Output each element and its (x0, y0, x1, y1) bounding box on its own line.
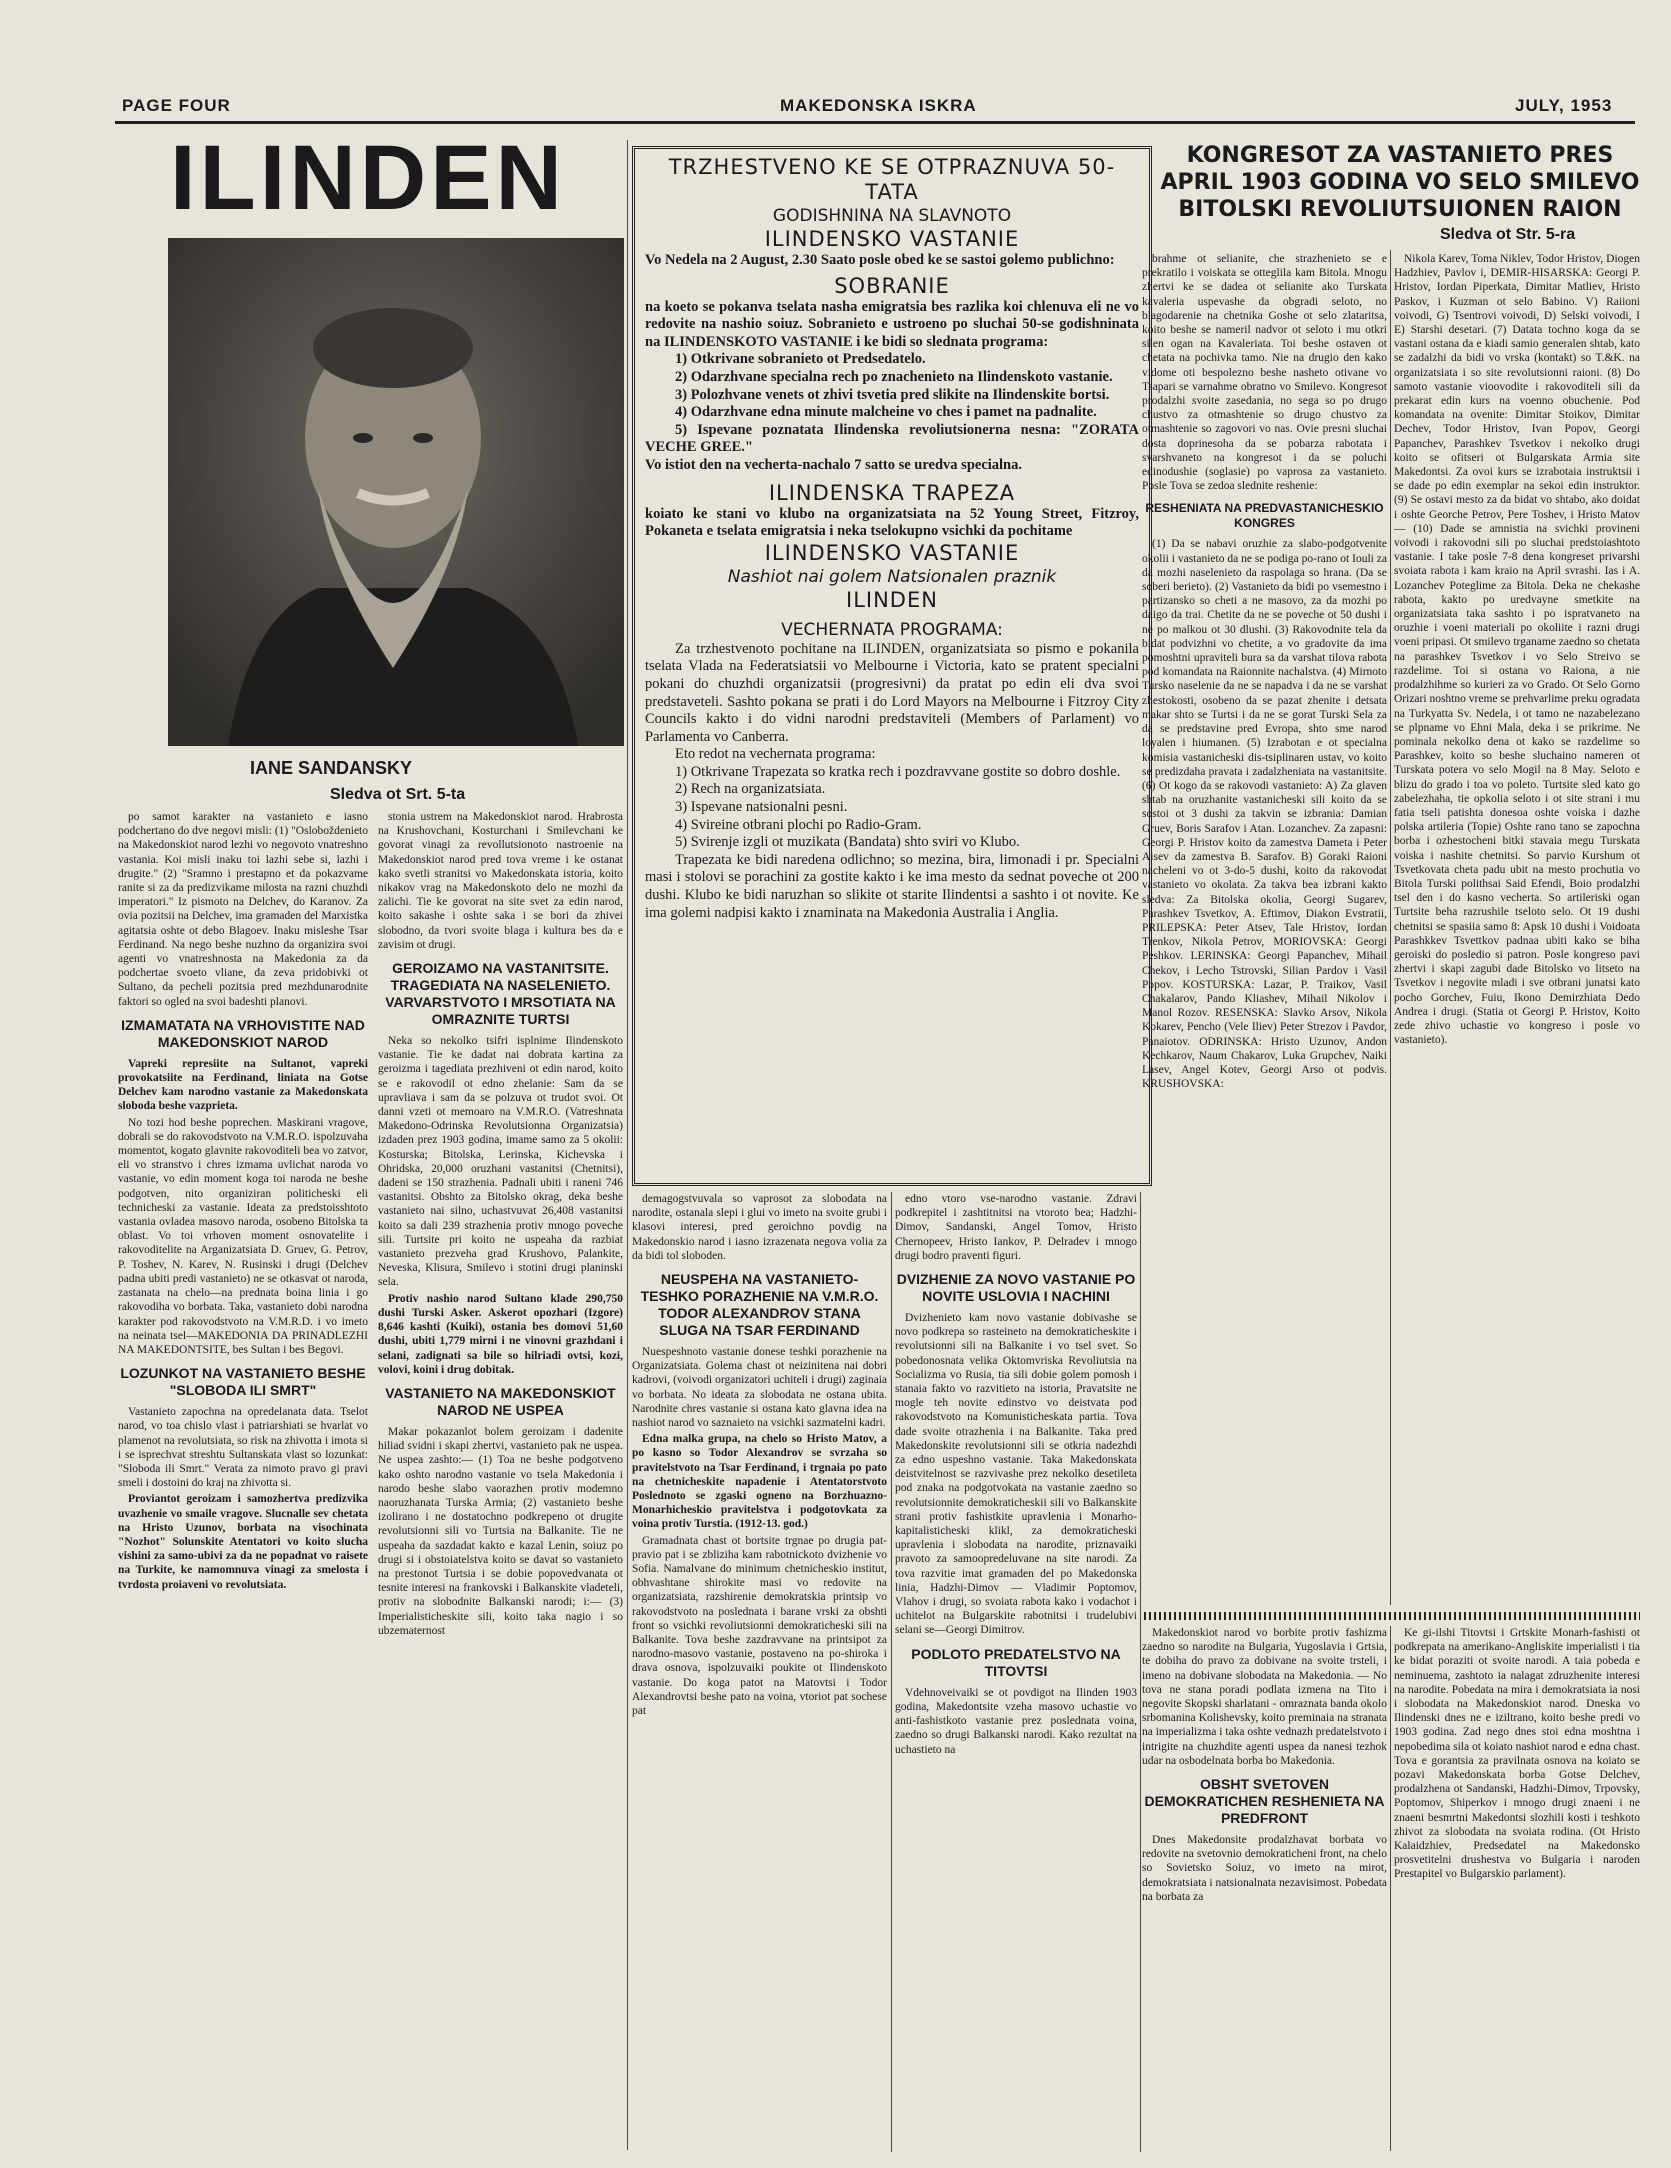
announcement-line-3: ILINDENSKO VASTANIE (764, 227, 1020, 251)
evening-item: 1) Otkrivane Trapezata so kratka rech i pozdravvane gostite so dobro doshle. (675, 763, 1121, 780)
program-item: 2) Odarzhvane specialna rech po znachenieto na Ilindenskoto vastanie. (675, 368, 1113, 385)
geroizamo-bold: Protiv nashio narod Sultano klade 290,750 dushi Turski Asker. Askerot opozhari (Izgore) 8,646 kashti (Kuiki), ostania bes domovi 51,60 dushi, ubiti 1,779 mirni i ne vinovni grazhdani i selani, zadignati sa bile so hilriadi ovtsi, kozi, volovi, koini i drug dobitak. (378, 1292, 623, 1376)
neuspeha-text-2: Gramadnata chast ot bortsite trgnae po drugia pat-pravio pat i se zbliziha kam rabotnickoto dvizhenie vo Sofia. Namalvane do minimum chetnicheskio institut, obhvashtane shirokite masi vo redovite na organizatsiata, razshirenie demokratskia printsip vo rakovodstvoto na poslednata i barane vrski za obshti front so vsichki revoliutsionni demokraticheski sili na Balkanite. Tova beshe zazdravvane na printsipot za narodno-masovo vastanie, postaveno na po-shiroka i drava osnova, ispolzuvaiki poukite ot Ilindenskoto vastanie. Do koga patot na Matovtsi i Todor Alexandrovtsi beshe pato na voina, vtoriot pat sochese pat (632, 1534, 887, 1718)
lozunkot-bold: Proviantot geroizam i samozhertva predizvika uvazhenie vo smaile vragove. Slucnalle sev chetata na Hristo Uzunov, borbata na visochinata "Nozhot" Solunskite Atentatori vo koito slucha vishini za samo-ubivi za da ne popadnat vo raisete na Turkite, ke namomnuva vinagi za smelosta i tvrdosta proiaveni vo revolutsiata. (118, 1493, 368, 1591)
issue-date: JULY, 1953 (1515, 96, 1613, 115)
c5-left-text: Makedonskiot narod vo borbite protiv fashizma zaedno so narodite na Bulgaria, Yugoslavia i Grtsia, te dobiha do pravo za dobivane na svoite trsteli, i imeno na dobivane slobodata na Makedonia. — No tova ne stana poradi podlata izmena na Tito i negovite Skopski sharlatani - omraznata banda okolo srbomanina Kolishevsky, koito preminaia na stranata na imperializma i taka oshte vednazh predatelstvoto i intrigite na chuzhdite agenti uspea da nanesi tezhok udar na osbodelnata borba bo Makedonia. (1142, 1627, 1387, 1767)
bottom-divider-3 (1390, 1626, 1391, 2151)
heading-izmamatata: IZMAMATATA NA VRHOVISTITE NAD MAKEDONSKIOT NAROD (121, 1016, 365, 1050)
nashiot-line: Nashiot nai golem Natsionalen praznik (727, 566, 1057, 587)
program-item: 1) Otkrivane sobranieto ot Predsedatelo. (675, 351, 926, 368)
evening-item: 5) Svirenje izgli ot muzikata (Bandata) shto sviri vo Klubo. (675, 834, 1020, 851)
vastanie-heading: ILINDENSKO VASTANIE (764, 540, 1020, 565)
heading-vastanieto-uspea: VASTANIETO NA MAKEDONSKIOT NAROD NE USPEA (385, 1384, 616, 1418)
column-2-top: stonia ustrem na Makedonskiot narod. Hrabrosta na Krushovchani, Kosturchani i Smilevchani ke govorat vinagi za revollutsionoto nastroenie na Makedonskiot narod pred tova vreme i ke ostanat kako svetli stranitsi vo Makedonskata istoria, koito nikakov vrag na Makedonskoto delo ne mozhi da zalichi. Tie ke govorat na site svet za edin narod, koito sakashe i oshte saka i se bori da zhivei slobodno, da tvori svoite blaga i kultura bes da e zavisim ot drugi. (378, 811, 623, 951)
announcement-date: Vo Nedela na 2 August, 2.30 Saato posle obed ke se sastoi golemo publichno: (645, 252, 1115, 268)
obsht-text: Dnes Makedonsite prodalzhavat borbata vo redovite na svetovnio demokraticheni front, na chelo so Sovietsko Soiuz, vo imeto na mirot, demokratsiata i natsionalnata nezavisimost. Pobedata na borbata za (1142, 1834, 1387, 1903)
kongresot-column-b (1394, 252, 1640, 1607)
sobranie-heading: SOBRANIE (834, 273, 950, 298)
trapeza-text: koiato ke stani vo klubo na organizatsiata na 52 Young Street, Fitzroy, Pokaneta e tselata emigratsia i neka tselokupno vsichki da pochitame (645, 505, 1139, 540)
heading-neuspeha: NEUSPEHA NA VASTANIETO-TESHKO PORAZHENIE NA V.M.R.O. TODOR ALEXANDROV STANA SLUGA NA TSAR FERDINAND (640, 1271, 879, 1339)
continued-note: Sledva ot Srt. 5-ta (330, 786, 466, 803)
photo-caption: IANE SANDANSKY (250, 758, 413, 778)
bottom-column-5-right (1394, 1626, 1640, 2151)
heading-lozunkot: LOZUNKOT NA VASTANIETO BESHE "SLOBODA ILI SMRT" (120, 1365, 366, 1399)
announcement-box (632, 146, 1152, 1186)
c5-right-text: Ke gi-ilshi Titovtsi i Grtskite Monarh-fashisti ot podkrepata na amerikano-Angliskite imperialisti i tia ke bidat poraziti ot svoite narodi. A taia pobeda e neminuema, zashtoto ia nalagat zdruzhenite interesi na narodite. Pobedata na mira i demokratsiata ia nosi i slobodata na Makedonskiot narod. Dneska vo Ilindenski dnes ne e iziltrano, koito beshe predi vo 1903 godina. Zad nego dnes stoi edna moshtna i nepobedima sila ot koiato nashiot narod e edna chast. Tova e gorantsia za pravilnata osnova na koiato se pozavi Makedonskata borba Gotse Delchev, prodalzhena ot Sandanski, Hadzhi-Dimov, Trpovsky, Poptomov, Shiperkov i mnogo drugi znaeni i ne znaeni besmrtni Makedontsi slozhili kosti i teshkoto zhivot za slobodata na svoiata rodina. (Ot Hristo Kalaidzhiev, Predsedatel na Makedonsko prosvetitelni drushestva vo Bulgaria i naroden Prestapitel vo Bulgarskio parlament). (1394, 1627, 1640, 1881)
vecherta-text: Vo istiot den na vecherta-nachalo 7 satto se uredva specialna. (645, 456, 1022, 473)
kongresot-title: KONGRESOT ZA VASTANIETO PRES APRIL 1903 GODINA VO SELO SMILEVO BITOLSKI REVOLIUTSUIONEN RAION (1160, 143, 1640, 222)
page-number: PAGE FOUR (122, 96, 231, 115)
heading-geroizamo: GEROIZAMO NA VASTANITSITE. TRAGEDIATA NA NASELENIETO. VARVARSTVOTO I MRSOTIATA NA OMRAZNITE TURTSI (385, 960, 616, 1028)
ilinden-text-intro: po samot karakter na vastanieto e iasno podchertano do dve negovi misli: (1) "Osloboždenieto na Makedonskiot narod lezhi vo negovoto vnatreshno vastania. Koi misli inaku toi lazhi sebe si, lazhi i drugite." (2) "Sramno i prestapno et da pokazvame ranite si za da predizvikame milosta na razni chuzhdi imperatori." Iz pismoto na Delchev, do Karanov. Za ovia pozitsii na Delchev, ima gramaden del Marxistka agitatsia oshte ot debo Blagoev. Inaku misleshe Tsar Ferdinand. Na nego beshe nuzhno da organizira svoi agenti vo vnatreshnosta na Makedonia za da podchertae svoeto vliane, da zeva pridobivki ot Sultano, da pecheli pozitsia pred mezhdunarodnite faktori so ogled na svoi badeshti planovi. (118, 811, 368, 1008)
dvizhenie-text: Dvizhenieto kam novo vastanie dobivashe se novo podkrepa so rasteineto na demokraticheskite i revolutsionni sili na Balkanite i vo tsel svet. So pobedonosnata velika Oktomvriska Revoliutsia na Socializma vo Rusia, tia sili dobie golem pomosh i stanaia fakto vo razvitieto na istoria, Pravatsite ne mogle teh novite edinstvo vo deistvata pod rakovodstvoto na Komunisticheskata partia. Tova dade svoite otrazhenia i na Balkanite. Taka pred Makedonskite revolutsionni sili se otkria nadezhdi za edno uspeshno vastanie. Taka Makedonskata deistvitelnost se razvivashe prez nekolko desetileta pod znaka na podgotvokata na vastanie zaedno so revolutsionnite demokraticheskii sili vo Balkanskite strani protiv fashistkite upravlenia i Monarho-kapitalisticheski klikl, za demokraticheski upravlenia i slobodata na narodite, priznavaiki pravoto za samoopredeluvane na site narodi. Za tova razvitie imat gramaden del po Makedonska linia, Hadzhi-Dimov — Vladimir Poptomov, Vlahov i drugi, so svoiata rabota kako i vodachot i uchitelot na Bulgarskite rabotnitsi i trudelubivi selani se—Georgi Dimitrov. (895, 1312, 1137, 1637)
trapeza-heading: ILINDENSKA TRAPEZA (768, 480, 1016, 505)
portrait-photo (168, 238, 624, 746)
kongresot-column-a (1142, 252, 1387, 1607)
evening-item: 2) Rech na organizatsiata. (675, 781, 826, 798)
kongresot-text-a2: (1) Da se nabavi oruzhie za slabo-podgotvenite okolii i vastanieto da ne se podiga po-rano ot Iouli za da mozhi naselenieto da raspolaga so hrana. (Da se soberi berieto). (2) Vastanieto da bidi po vsemestno i partizansko so cheti a ne masovo, za da mozhi po daigo da trai. Chetite da ne se poveche ot 50 dushi i ne po malkou ot 30 dlushi. (3) Rakovodnite tela da bidat podvizhni vo chetite, a vo gradovite da ima pomoshtni upraviteli bura sa da varshat tilova rabota pod komandata na Raionnite nachalstva. (4) Mirnoto Tursko naselenie da ne se napadva i da ne se varshat zhestokosti, osobeno da se pazat zhenite i detsata makar shto se Turtsi i da ne se gorat Turski Sela za da se predstavine pred Evropa, shto sme narod loyalen i hiumanen. (5) Izrabotan e ot specialna komisia vastanicheski dis-tsiplinaren ustav, vo koito se predizdaha pravata i zadalzheniata na vastanitsite. (6) Ot kogo da se rakovodi vastanieto: A) Za glaven shtab na oruzhanite vastanicheski sili koito da se sostoi ot 3 dushi za takvin se izbrania: Damian Gruev, Boris Sarafov i Atan. Lozanchev. Za zapasni: Georgi P. Hristov koito da zamestva Dameta i Peter Aisev da zamestva B. Sarafov. B) Goraki Raioni nacheleni vo ot 3-do-5 dushi, koito da rakovodat vastanieto vo okolata. Za takva bea izbrani kakto sledva: Za Bitolska okolia, Georgi Sugarev, Parashkev Tsvetkov, A. Eftimov, Diakon Evstratii, PRILEPSKA: Peter Atsev, Tale Hristov, Iordan Trenkov, Nikola Petrov, MORIOVSKA: Georgi Peshkov. LERINSKA: Georgi Papanchev, Mihail Chekov, i Lecho Tstrovski, Silian Pardov i Vasil Popov. KOSTURSKA: Lazar, P. Traikov, Vasil Chakalarov, Pando Kliashev, Mihail Nikolov i Manol Rozov. RESENSKA: Slavko Arsov, Nikola Kokarev, Pencho (Vele Iliev) Peter Strezov i Pavdor, Panaiotov. ODRINSKA: Hristo Uzunov, Andon Kechkarov, Naum Chakarov, Luka Grupchev, Naiki Lasev, Angel Kotev, Georgi Arso ot podvis. KRUSHOVSKA: (1142, 538, 1387, 1091)
program-item: 3) Polozhvane venets ot zhivi tsvetia pred slikite na Ilindenskite bortsi. (675, 386, 1110, 403)
heading-obsht: OBSHT SVETOVEN DEMOKRATICHEN RESHENIETA NA PREDFRONT (1144, 1776, 1385, 1827)
heading-dvizhenie: DVIZHENIE ZA NOVO VASTANIE PO NOVITE USLOVIA I NACHINI (896, 1271, 1136, 1305)
kongresot-text-b: Nikola Karev, Toma Niklev, Todor Hristov, Diogen Hadzhiev, Pavlov i, DEMIR-HISARSKA: Georgi P. Hristov, Iordan Piperkata, Dimitar Matliev, Hristo Paskov, i Kuzman ot selo Babino. V) Raiioni voivodi, G) Tsentrovi voivodi, D) Selski voivodi, I E) Starshi desetari. (7) Datata tochno koga da se vastani ostana da e kiadi samio generalen shtab, kato se zadalzhi da bidi vo vrska (kontakt) so T.&K. na organizatsiata i so site revolutsionni raioni. (8) Do samoto vastanie vioovodite i rakovoditeli sili da prekarat edin kurs na voenno obuchenie. Pod komandata na ovenite: Dimitar Stoikov, Dimitar Dechev, Todor Hristov, Ivan Popov, Georgi Papanchev, Parashkev Tsvetkov i nekolko drugi koito se ofitseri ot Bulgarskata Armia site Makedontsi. Za ovoi kurs se izrabotaia instruktsii i se dade po edin exemplar na sekoi edin instruktor. (9) Se ostavi mesto za da bidat vo shtabo, ako doidat i oshte Georche Petrov, Pere Toshev, i Hristo Matov— (10) Dade se amnistia na svichki provineni voivodi i rakovodni sili po sluchai predstoiashtoto vastanie. I take posle 7-8 dena kongreset privarshi svoiata rabota i kam kraio na April svrashi. Ias i A. Lozanchev Poteglime za Bitola. Deka ne chekashe rabota, kakto po uredvayne smetkite na organizatsiata taka sashto i po ispratvaneto na oruzhie i voeni materiali po okoliite i razni drugi voeni pripasi. Ot smilevo trganame zaedno so chetata na parashkev Tsvetkov i vo Selo Streivo se razdelime. Toi si ostana vo Raiona, a nie prodalzhihme so kurieri za vo Grado. Ot Selo Gorno Orizari noshtno vreme se prehvarlime preku ogradata na Turkyatta Sv. Nedela, i ot tamo ne nazabelezano se plpname vo Ehni Mala, deka i se prikrime. Ne pominala nekolko dena ot kako se razdelime so Parashkev, koito so beshe sluchaino nameren ot Turskata potera vo selo Mogil na 8 May. Seloto e blizu do grado i toa vo poleto. Turtsite sled kato go zabelezhaha, tie opkolia seloto i ot site strani i mu fatia tseli patishta donesoa oshte voiska i dazhe polska artileria (Topie) Oshte rano tano se zapochna borba i ozhestocheni bitki stavaia megu Turskata voiska i nashite chetnitsi. So parvio Kurshum ot Tsvetkovata cheta padu ubit na mesto prochutia vo Bitola Turski polithsai Said Efendi, Boio prodalzhi tsel den i do kasno vecherta. So artileriski ogan Turtsite beha razrushile tseloto selo. Ot 19 dushi chetnitsi se spasiia samo 8: Apsk 10 dushi i Voidoata Parashkkev Tsvettkov padnaa ubiti kako se biha geroiski do posledio si patron. Posle kongreso pavi zhertvi i skapi zagubi dade Bitolsko vo litseto na Tsvetkov i negovite mladi i sve otbrani junatsi kato pocho Gorchev, Fuiu, Ikono Demirzhiata Dedo Andrea i drugi. (Statia ot Georgi P. Hristov, Koito zede zhivo uchastie vo kongreso i posle vo vastanieto). (1394, 253, 1640, 1047)
vecherna-text: Za trzhestvenoto pochitane na ILINDEN, organizatsiata so pismo e pokanila tselata Vlada na Federatsiatsii vo Melbourne i Victoria, kato se pratent specialni pokani do chuzhdi organizatsii (progresivni) da pratat po edin eli dva svoi predstaveteli. Sashto pokana se prati i do Lord Mayors na Melbourne i Fitzroy City Councils kakto i do vidni narodni predstaviteli (Members of Parlament) vo Parlamenta vo Canberra. (645, 640, 1139, 745)
kongresot-divider (1390, 250, 1391, 1605)
ilinden-column-1 (118, 810, 368, 2150)
redot-text: Eto redot na vechernata programa: (675, 746, 876, 763)
ilinden-title: ILINDEN (170, 127, 566, 229)
program-item: 4) Odarzhvane edna minute malcheine vo ches i pamet na padnalite. (675, 404, 1097, 421)
uspea-text: Makar pokazanlot bolem geroizam i dadenite hiliad svidni i skapi zhertvi, vastanieto pak ne uspea. Ne uspea zashto:— (1) Toa ne beshe podgotveno kako oshto narodno vastanie vo tsela Makedonia i narodo beshe slabo vaorazhen protiv modemno naoruzhanata Turska Armia; (2) vastanieto beshe izolirano i ne dostatochno podkrepeno ot drugite revolutsionni sili vo Turtsia na Balkanite. Tie ne uspeaha da sazdadat kakto e kazal Lenin, soiuz po drugi si i obstoiatelstva koito se davat so vastanieto na prestonot Turtsia i se dobie popovedvanata ot tesnite interesi na frankovski i Balkanskite vladeteli, protiv na slobodnite Balkanski narodi; i:— (3) Imperialisticheskite sili, koito taka nagio i so ubzematernost (378, 1425, 623, 1637)
bottom-column-5-left (1142, 1626, 1387, 2151)
closing-text: Trapezata ke bidi naredena odlichno; so mezina, bira, limonadi i pr. Specialni masi i stolovi se porachini za gostite kakto i ke ima mesto da sednat poveche ot 200 dushi. Klubo ke bidi naruzhan so slikite ot starite Ilindentsi a sashto i ot novite. Ke ima golemi nadpisi kakto i znaminata na Makedonia Australia i Anglia. (645, 851, 1139, 921)
column-divider (627, 140, 628, 2150)
izmamatata-text: No tozi hod beshe poprechen. Maskirani vragove, dobrali se do rakovodstvoto na V.M.R.O. ispolzuvaha momentot, kogato glavnite rakovoditeli bea vo zatvor, eli vo stranstvo i chres izmama uvlichat naroda vo vastanie, vo edin moment koga toi naroda ne beshe podgotven, nito organiziran politicheski eli technicheski za vastanie. Ideata za predstoisshtoto vastania ovladea masovo naroda, osobeno Bitolska ta oblast. Vo toi vrhoven moment osnovatelite i rakovoditelite na Arganizatsiata D. Gruev, G. Petrov, P. Toshev, N. Karev, N. Rusinski i drugi (Delchev padna ubiti predi vastanieto) ne se otkasvat ot naroda, zastanata na chelo—na prednata boina linia i go rakovodiha vo borbata. Taka, vastanieto dobi narodna karakter pod rakovodstvoto na V.M.R.D. i vo imeto na neinata tsel—MAKEDONIA DA PRINADLEZHI NA MAKEDONTSITE, bes Sultan i bes Begovi. (118, 1116, 368, 1356)
bottom-column-3 (632, 1192, 887, 2152)
neuspeha-text: Nuespeshnoto vastanie donese teshki porazhenie na Organizatsiata. Golema chast ot neizinitena nai dobri kadrovi, (voivodi organizatori uchiteli i drugi) zaginaia vo borbata. No ideata za slobodata ne ostana ubita. Narodnite chres vastanie si ostana kato glavna idea na nashiot narod vo saznaieto na vsichki sazmatelni kadri. (632, 1346, 887, 1430)
lozunkot-text: Vastanieto zapochna na opredelanata data. Tselot narod, vo toa chislo vlast i patriarshiati se hvarlat vo plamenot na revolutsiata, so risk na zhivotta i imota si i se isprechvat streshtu Sultanskata vlast so lozunkat: "Sloboda ili Smrt." Verata za nimoto pravo gi pravi smeli i dostoini do kraj na zhivotta si. (118, 1406, 368, 1490)
newspaper-name: MAKEDONSKA ISKRA (780, 96, 977, 115)
masthead-rule (115, 121, 1635, 124)
ilinden-column-2 (378, 810, 623, 2150)
program-item: 5) Ispevane poznatata Ilindenska revoliutsionerna nesna: "ZORATA VECHE GREE." (645, 421, 1139, 456)
bottom-column-4 (895, 1192, 1137, 2152)
announcement-line-2: GODISHNINA NA SLAVNOTO (772, 206, 1012, 226)
section-separator (1144, 1612, 1640, 1620)
podloto-text: Vdehnoveivaiki se ot povdigot na Ilinden 1903 godina, Makedontsite vzeha masovo uchastie vo anti-fashistkoto vastanie prez poslednata voina, zaedno so drugi Balkanski narodi. Kako rezultat na uchastieto na (895, 1686, 1137, 1756)
izmamatata-lead: Vapreki represiite na Sultanot, vapreki provokatsiite na Ferdinand, liniata na Gotse Delchev kam narodno vastanie za Makedonskata sloboda beshe vazprieta. (118, 1057, 368, 1113)
heading-reshenia: RESHENIATA NA PREDVASTANICHESKIO KONGRES (1145, 501, 1384, 531)
heading-podloto: PODLOTO PREDATELSTVO NA TITOVTSI (911, 1645, 1121, 1679)
neuspeha-bold: Edna malka grupa, na chelo so Hristo Matov, a po kasno so Todor Alexandrov se svrzaha so pravitelstvoto na Tsar Ferdinand, i trgnaia po pato na chetnicheskite napadenie i Atentatorstvoto Poslednoto se zgaski ogneno na Borzhuazno-Monarhicheskio pravitelstva i podgotovkata za voina protiv Turstia. (1912-13. god.) (632, 1433, 887, 1531)
evening-item: 3) Ispevane natsionalni pesni. (675, 799, 848, 816)
ilinden-heading: ILINDEN (846, 587, 938, 612)
kongresot-text-a: brahme ot selianite, che strazhenieto se e prekratilo i voiskata se otteglila kam Bitola. Mnogu zhertvi ke se dadea ot selianite ako Turskata kavaleria uspevashe da obgradi seloto, no blagodarenie na chetnika Goshe ot selo zlataritsa, koito beshe se nameril nadvor ot seloto i mu otkri silen ogan na Kavaleriata. Toi beshe ostaven ot chetata na pochivka tamo. Nie na drugio den kako vidome oti bespolezno beshe nasheto otivane vo Tsapari se varnahme obratno vo Smilevo. Kongresot prodalzhi svoite zasedania, no sega so po drugo chustvo za otmashtenie so drugo chustvo za otmashtenie so zagovori vo nas. Ovie presni sluchai dosta doprinesoha da se pobarza rabotata i svarshvaneto na kongresot i da se poluchi edinodushie (soglasie) po vaprosa za vastanieto. Posle Tova se zedoa slednite reshenie: (1142, 253, 1387, 493)
bottom-divider-2 (1140, 1192, 1141, 2152)
c4-top-text: edno vtoro vse-narodno vastanie. Zdravi podkrepitel i zashtitnitsi na vtoroto bea; Hadzhi-Dimov, Sandanski, Angel Tomov, Hristo Chernopeev, Hristo Iankov, P. Delradev i mnogo drugi bodro praventi figuri. (895, 1193, 1137, 1262)
evening-item: 4) Svireine otbrani plochi po Radio-Gram. (675, 816, 922, 833)
bottom-divider-1 (891, 1192, 892, 2152)
geroizamo-text: Neka so nekolko tsifri isplnime Ilindenskoto vastanie. Tie ke dadat nai dobrata kartina za geroizma i tagediata prezhiveni ot edin narod, koito se e rakovodil ot edno zhelanie: Sam da se upravliava i sam da se polzuva ot trudot svoi. Ot danni vzeti ot memoaro na V.M.R.O. (Vatreshnata Makedono-Odrinska Revolutsionna Organizatsia) izdaden prez 1903 godina, imame samo za 5 okolii: Kosturska; Bitolska, Lerinska, Kichevska i Ohridska, 20,000 oruzhani vastanitsi (Chetnitsi), dadeni se 150 strazhenia. Padnali ubiti i raneni 746 vastanitsi. Obshto za Bitolsko okrag, deka beshe vastanieto nai silno, uchastvuvat 26,408 vastanitsi koito sa dali 239 strazhenia protiv mnogo poveche sili. Turtsite pri koito ne uspeaha da razbiat vastanieto prezveha grad Krushovo, Palankite, Neveska, Klisura, Smilevo i stotini drugi planinski sela. (378, 1035, 623, 1289)
announcement-line-1: TRZHESTVENO KE SE OTPRAZNUVA 50-TATA (668, 155, 1116, 204)
kongresot-continued: Sledva ot Str. 5-ra (1440, 226, 1576, 243)
sobranie-text: na koeto se pokanva tselata nasha emigratsia bes razlika koi chlenuva eli ne vo redovite na nashio soiuz. Sobranieto e ustroeno po sluchai 50-se godishninata na ILINDENSKOTO VASTANIE i ke bidi so slednata programa: (645, 298, 1139, 350)
vecherna-heading: VECHERNATA PROGRAMA: (781, 619, 1003, 640)
c3-top-text: demagogstvuvala so vaprosot za slobodata na narodite, ostanala slepi i glui vo imeto na svoite grubi i klasovi interesi, pred geroichno povdig na Makedonskio narod i iasno izrazenata negova volia za da bidi tol sloboden. (632, 1193, 887, 1262)
